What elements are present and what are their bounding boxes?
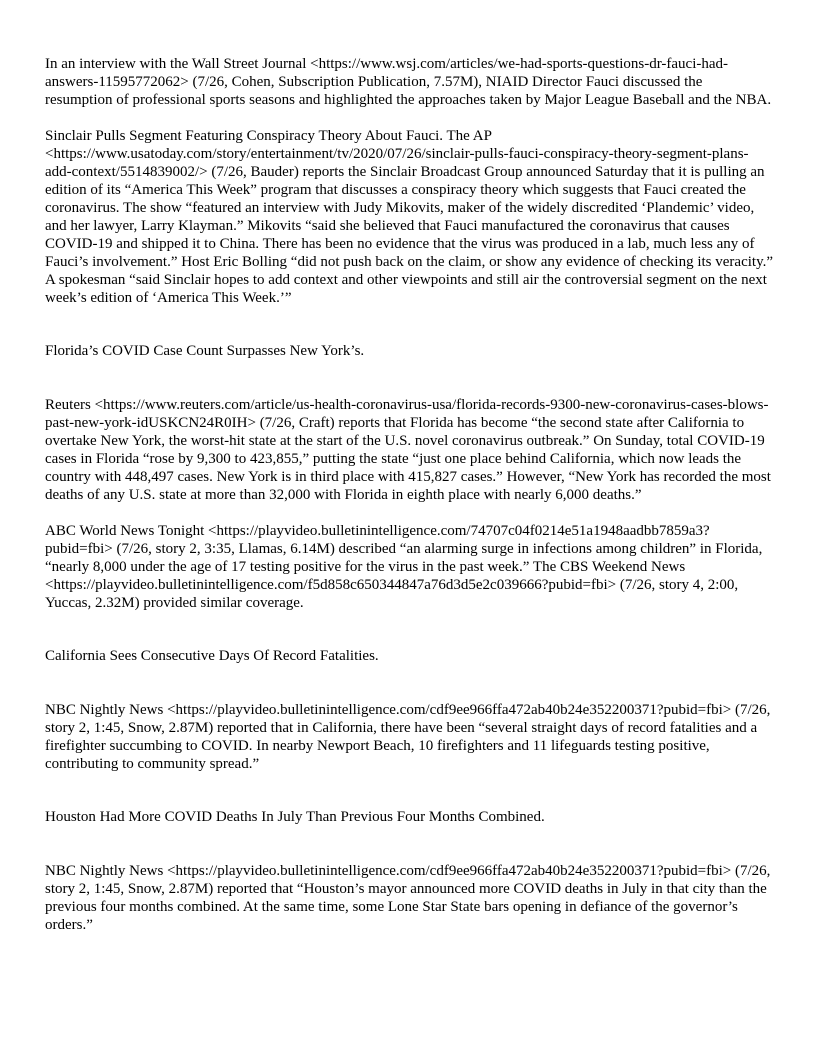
headline-california-fatalities: California Sees Consecutive Days Of Record Fatalities. (45, 648, 379, 664)
section-gap (45, 665, 773, 701)
paragraph-reuters-florida: Reuters <https://www.reuters.com/article/us-health-coronavirus-usa/florida-records-9300-new-coronavirus-cases-blows-past-new-york-idUSKCN24R0IH> (7/26, Craft) reports that Florida has become “the second state after California to overtake New York, the worst-hit state at the start of the U.S. novel coronavirus outbreak.” On Sunday, total COVID-19 cases in Florida “rose by 9,300 to 423,855,” putting the state “just one place behind California, which now leads the country with 448,497 cases. New York is in third place with 415,827 cases.” However, “New York has recorded the most deaths of any U.S. state at more than 32,000 with Florida in eighth place with nearly 6,000 deaths.” (45, 397, 771, 503)
headline-florida-case-count: Florida’s COVID Case Count Surpasses New York’s. (45, 343, 365, 359)
section-gap (45, 307, 773, 342)
paragraph-sinclair-segment: Sinclair Pulls Segment Featuring Conspiracy Theory About Fauci. The AP <https://www.usatoday.com/story/entertainment/tv/2020/07/26/sinclair-pulls-fauci-conspiracy-theory-segment-plans-add-context/5514839002/> (7/26, Bauder) reports the Sinclair Broadcast Group announced Saturday that it is pulling an edition of its “America This Week” program that discusses a conspiracy theory which suggests that Fauci created the coronavirus. The show “featured an interview with Judy Mikovits, maker of the widely discredited ‘Plandemic’ video, and her lawyer, Larry Klayman.” Mikovits “said she believed that Fauci manufactured the coronavirus that causes COVID-19 and shipped it to China. There has been no evidence that the virus was produced in a lab, much less any of Fauci’s involvement.” Host Eric Bolling “did not push back on the claim, or show any evidence of checking its veracity.” A spokesman “said Sinclair hopes to add context and other viewpoints and still air the controversial segment on the next week’s edition of ‘America This Week.’” (45, 128, 774, 306)
paragraph-abc-cbs-florida: ABC World News Tonight <https://playvideo.bulletinintelligence.com/74707c04f0214e51a1948aadbb7859a3?pubid=fbi> (7/26, story 2, 3:35, Llamas, 6.14M) described “an alarming surge in infections among children” in Florida, “nearly 8,000 under the age of 17 testing positive for the virus in the past week.” The CBS Weekend News <https://playvideo.bulletinintelligence.com/f5d858c650344847a76d3d5e2c039666?pubid=fbi> (7/26, story 4, 2:00, Yuccas, 2.32M) provided similar coverage. (45, 523, 763, 611)
section-gap (45, 773, 773, 808)
paragraph-nbc-houston: NBC Nightly News <https://playvideo.bulletinintelligence.com/cdf9ee966ffa472ab40b24e352200371?pubid=fbi> (7/26, story 2, 1:45, Snow, 2.87M) reported that “Houston’s mayor announced more COVID deaths in July in that city than the previous four months combined. At the same time, some Lone Star State bars opening in defiance of the governor’s orders.” (45, 863, 771, 933)
document-page (45, 55, 773, 934)
paragraph-wsj-fauci-sports: In an interview with the Wall Street Journal <https://www.wsj.com/articles/we-had-sports-questions-dr-fauci-had-answers-11595772062> (7/26, Cohen, Subscription Publication, 7.57M), NIAID Director Fauci discussed the resumption of professional sports seasons and highlighted the approaches taken by Major League Baseball and the NBA. (45, 56, 772, 108)
paragraph-nbc-california: NBC Nightly News <https://playvideo.bulletinintelligence.com/cdf9ee966ffa472ab40b24e352200371?pubid=fbi> (7/26, story 2, 1:45, Snow, 2.87M) reported that in California, there have been “several straight days of record fatalities and a firefighter succumbing to COVID. In nearby Newport Beach, 10 firefighters and 11 lifeguards testing positive, contributing to community spread.” (45, 702, 771, 772)
section-gap (45, 612, 773, 647)
paragraph-gap (45, 109, 773, 127)
headline-houston-deaths: Houston Had More COVID Deaths In July Than Previous Four Months Combined. (45, 809, 545, 825)
section-gap (45, 826, 773, 862)
paragraph-gap (45, 504, 773, 522)
section-gap (45, 360, 773, 396)
